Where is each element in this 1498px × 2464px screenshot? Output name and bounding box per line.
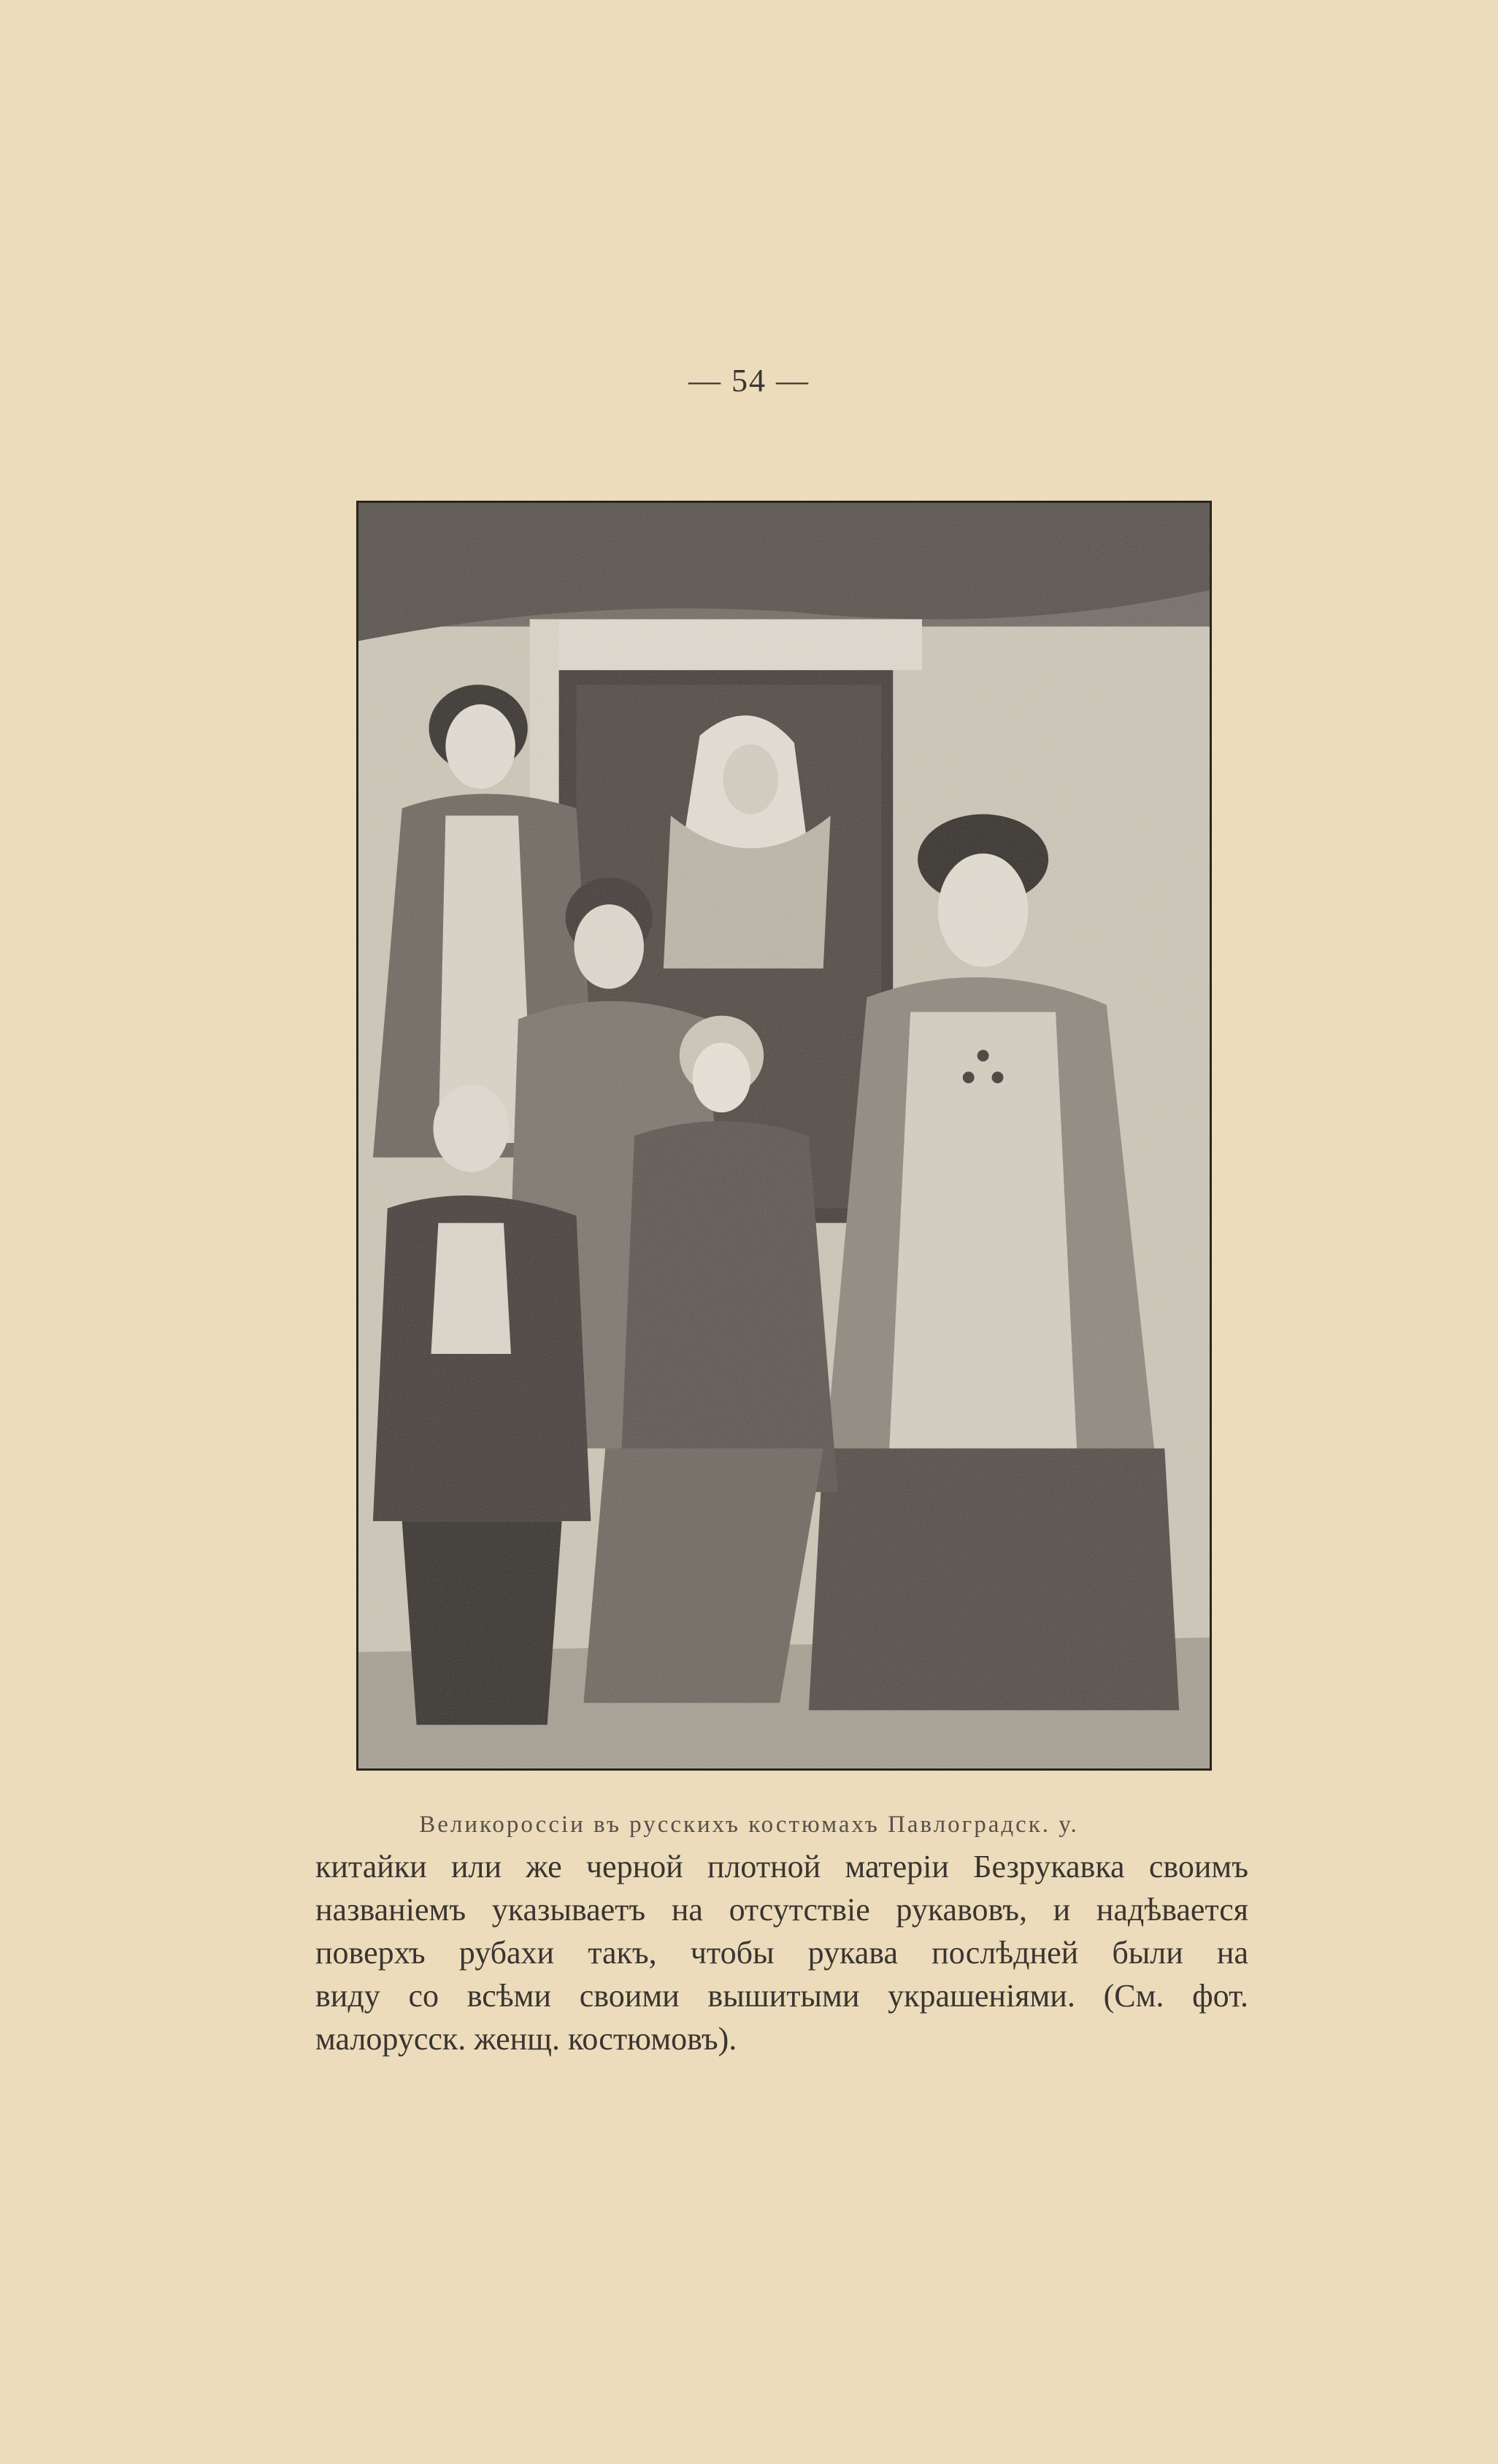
text-line: китайки или же черной плотной матеріи Безрукавка своимъ xyxy=(315,1849,1248,1884)
body-paragraph xyxy=(315,1845,1248,2060)
photograph-image xyxy=(358,503,1210,1768)
page-number: — 54 — xyxy=(688,363,810,399)
text-line: названіемъ указываетъ на отсутствіе рукавовъ, и надѣвается xyxy=(315,1892,1248,1928)
figure-caption: Великороссіи въ русскихъ костюмахъ Павлоградск. у. xyxy=(419,1812,1079,1838)
text-line: виду со всѣми своими вышитыми украшеніями. (См. фот. xyxy=(315,1978,1248,2014)
figure-photograph xyxy=(356,501,1212,1771)
text-line: малорусск. женщ. костюмовъ). xyxy=(315,2021,737,2057)
text-line: поверхъ рубахи такъ, чтобы рукава послѣдней были на xyxy=(315,1935,1248,1971)
